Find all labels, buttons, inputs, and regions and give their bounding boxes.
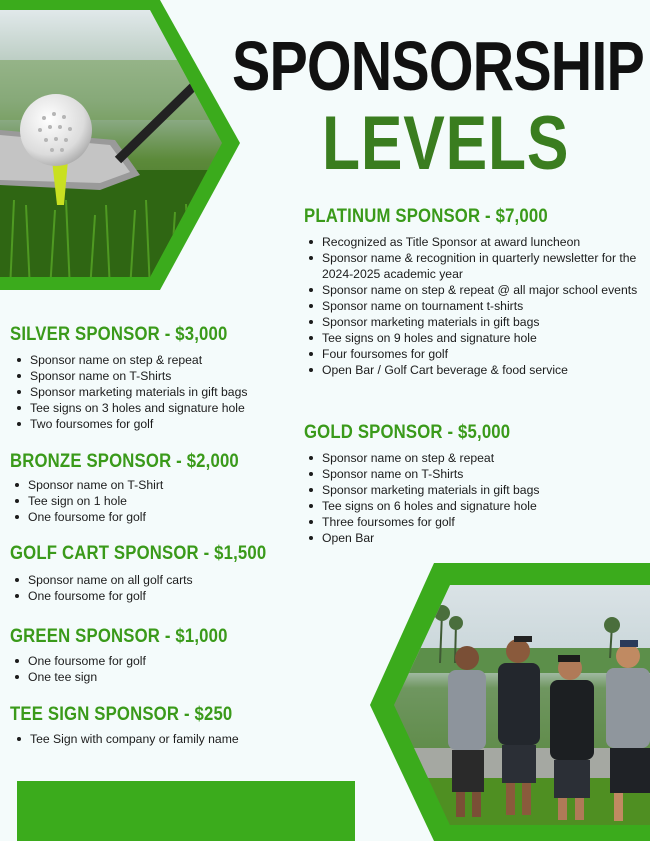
list-item: One tee sign <box>28 669 300 685</box>
gold-title: GOLD SPONSOR - $5,000 <box>304 422 511 443</box>
list-item: Tee Sign with company or family name <box>30 731 300 747</box>
golfers-photo <box>370 563 650 841</box>
bronze-title: BRONZE SPONSOR - $2,000 <box>10 451 239 472</box>
page-title-line1: SPONSORSHIP <box>232 27 645 105</box>
list-item: Sponsor marketing materials in gift bags <box>30 384 300 400</box>
list-item: Four foursomes for golf <box>322 346 648 362</box>
platinum-title: PLATINUM SPONSOR - $7,000 <box>304 206 548 227</box>
green-title: GREEN SPONSOR - $1,000 <box>10 626 228 647</box>
tee-sign-tier <box>10 704 300 747</box>
list-item: Tee sign on 1 hole <box>28 493 300 509</box>
silver-benefits <box>10 352 300 432</box>
list-item: Sponsor name on T-Shirts <box>322 466 648 482</box>
list-item: Sponsor name on T-Shirts <box>30 368 300 384</box>
list-item: Sponsor name on step & repeat @ all major school events <box>322 282 648 298</box>
golf-cart-benefits <box>10 572 300 604</box>
list-item: Two foursomes for golf <box>30 416 300 432</box>
list-item: One foursome for golf <box>28 588 300 604</box>
list-item: Sponsor name on step & repeat <box>322 450 648 466</box>
tee-sign-title: TEE SIGN SPONSOR - $250 <box>10 704 233 725</box>
list-item: Three foursomes for golf <box>322 514 648 530</box>
gold-benefits <box>304 450 648 546</box>
golf-cart-title: GOLF CART SPONSOR - $1,500 <box>10 543 267 564</box>
bronze-benefits <box>10 477 300 525</box>
list-item: Tee signs on 3 holes and signature hole <box>30 400 300 416</box>
bronze-tier <box>10 451 300 525</box>
green-tier <box>10 626 300 685</box>
tee-sign-benefits <box>10 731 300 747</box>
list-item: Open Bar / Golf Cart beverage & food service <box>322 362 648 378</box>
list-item: Tee signs on 9 holes and signature hole <box>322 330 648 346</box>
green-benefits <box>10 653 300 685</box>
platinum-benefits <box>304 234 648 378</box>
list-item: Sponsor name on step & repeat <box>30 352 300 368</box>
list-item: Sponsor marketing materials in gift bags <box>322 482 648 498</box>
list-item: Sponsor marketing materials in gift bags <box>322 314 648 330</box>
golf-cart-tier <box>10 543 300 604</box>
list-item: Sponsor name on tournament t-shirts <box>322 298 648 314</box>
platinum-tier <box>304 206 648 378</box>
footer-green-bar <box>17 781 355 841</box>
list-item: Tee signs on 6 holes and signature hole <box>322 498 648 514</box>
page-title-line2: LEVELS <box>322 101 570 186</box>
list-item: One foursome for golf <box>28 509 300 525</box>
silver-tier <box>10 324 300 432</box>
list-item: Sponsor name & recognition in quarterly newsletter for the 2024-2025 academic year <box>322 250 648 282</box>
golf-ball-photo <box>0 0 240 290</box>
list-item: Sponsor name on all golf carts <box>28 572 300 588</box>
list-item: One foursome for golf <box>28 653 300 669</box>
list-item: Open Bar <box>322 530 648 546</box>
silver-title: SILVER SPONSOR - $3,000 <box>10 324 228 345</box>
gold-tier <box>304 422 648 546</box>
list-item: Recognized as Title Sponsor at award luncheon <box>322 234 648 250</box>
list-item: Sponsor name on T-Shirt <box>28 477 300 493</box>
